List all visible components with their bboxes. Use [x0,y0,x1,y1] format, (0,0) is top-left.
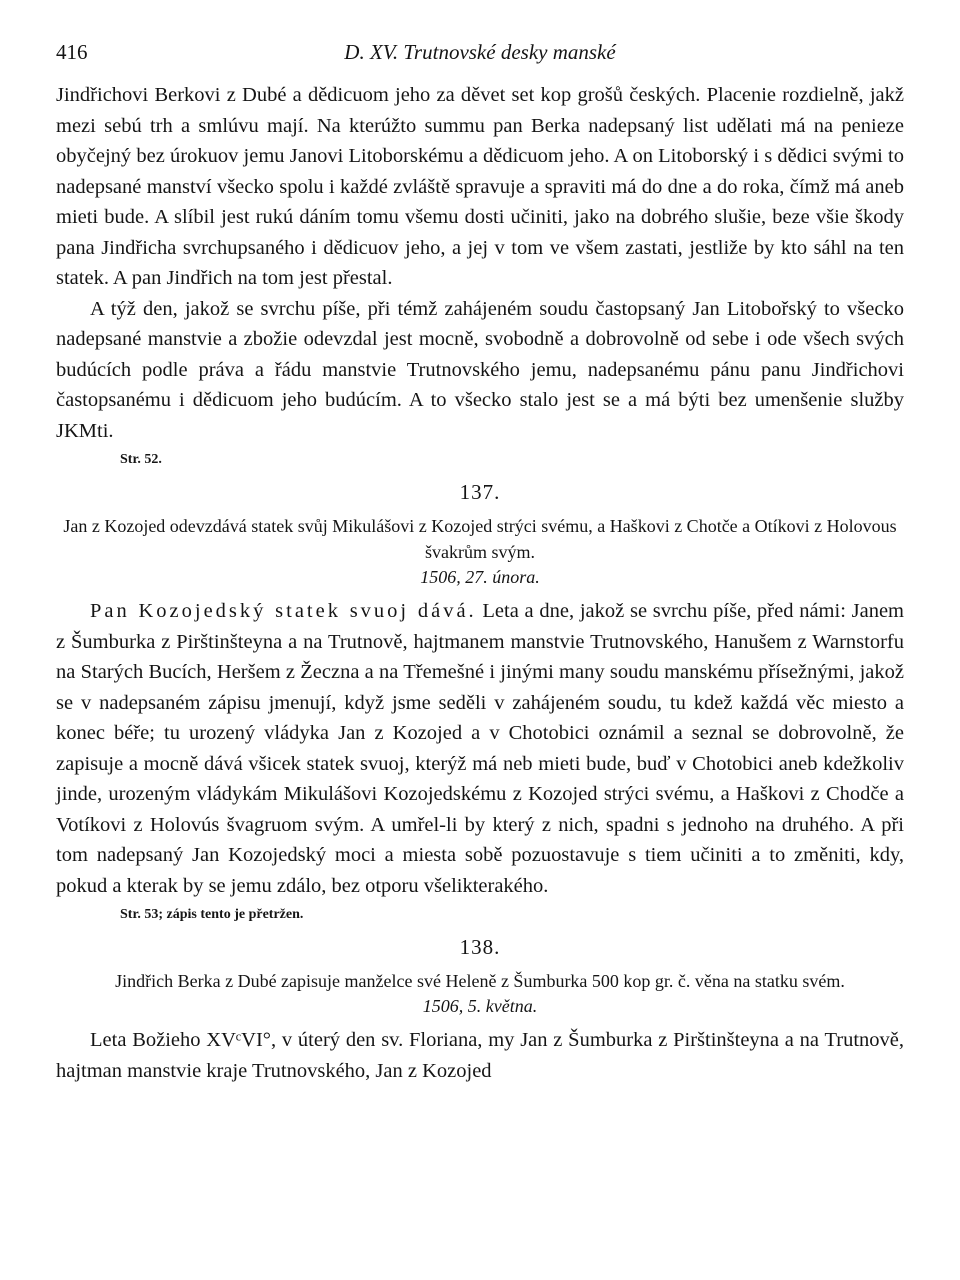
source-note: Str. 52. [120,452,162,467]
page-number: 416 [56,40,88,64]
entry-date: 1506, 27. února. [420,567,540,587]
entry-138 [56,935,904,1086]
entry-number: 138. [459,935,501,959]
paragraph-continuation: Jindřichovi Berkovi z Dubé a dědicuom jeho za děvet set kop grošů českých. Placenie rozdielně, jakž mezi sebú trh a smlúvu mají. Na kterúžto summu pan Berka nadepsaný list udělati má na penieze obyčejný bez úrokuov jemu Janovi Litoborskému a dědicuom jeho. A on Litoborský i s dědici svými to nadepsané manství všecko spolu i každé zvláště spravuje a spraviti má do dne a do roka, čímž má aneb mieti bude. A slíbil jest rukú dáním tomu všemu dosti učiniti, jako na dobrého slušie, beze všie škody pana Jindřicha svrchupsaného i dědicuov jeho, a jej v tom ve všem zastati, jestliže by kto sáhl na ten statek. A pan Jindřich na tom jest přestal. [56,84,904,289]
entry-date: 1506, 5. května. [422,996,538,1016]
entry-summary: Jan z Kozojed odevzdává statek svůj Mikulášovi z Kozojed strýci svému, a Haškovi z Chotče a Otíkovi z Holovous švakrům svým. [63,516,897,562]
paragraph-transfer: A týž den, jakož se svrchu píše, při témž zahájeném soudu častopsaný Jan Litobořský to všecko nadepsané manstvie a zbožie odevzdal jest mocně, svobodně a dobrovolně od sebe i ode všech svých budúcích podle práva a řádu manstvie Trutnovského jemu, nadepsanému pánu panu Jindřichovi častopsanému i dědicuom jeho budúcím. A to všecko stalo jest se a má býti bez umenšenie služby JKMti. [56,297,904,442]
entry-137 [56,480,904,923]
entry-number: 137. [459,480,501,504]
source-note: Str. 53; zápis tento je přetržen. [120,907,304,922]
entry-text [56,596,904,901]
entry-summary: Jindřich Berka z Dubé zapisuje manželce své Heleně z Šumburka 500 kop gr. č. věna na statku svém. [115,971,845,991]
running-title: D. XV. Trutnovské desky manské [344,40,616,64]
entry-body: Leta a dne, jakož se svrchu píše, před námi: Janem z Šumburka z Pirštinšteyna a na Trutnově, hajtmanem manstvie Trutnovského, Hanušem z Warnstorfu na Starých Bucích, Heršem z Žeczna a na Třemešné i jinými many soudu manskému přísežnými, jakož se v nadepsaném zápisu jmenují, když jsme seděli v zahájeném soudu, tu kdež každá věc miesto a konec béře; tu urozený vládyka Jan z Kozojed a v Chotobici oznámil a seznal se dobrovolně, že zapisuje a mocně dává všicek statek svuoj, kterýž má neb mieti bude, buď v Chotobici aneb kdežkoliv jinde, urozeným vládykám Mikulášovi Kozojedskému z Kozojed strýci svému, a Haškovi z Chodče a Votíkovi z Holovús švagruom svým. A umřel-li by který z nich, spadni s jednoho na druhého. A při tom nadepsaný Jan Kozojedský moci a miesta sobě pozuostavuje s tiem učiniti a to změniti, kdy, pokud a kterak by se jemu zdálo, bez otporu všelikterakého. [56,600,904,897]
entry-lead: Pan Kozojedský statek svuoj dává. [90,600,477,622]
running-header [56,40,904,80]
entry-text: Leta Božieho XVᶜVI°, v úterý den sv. Floriana, my Jan z Šumburka z Pirštinšteyna a na Trutnově, hajtman manstvie kraje Trutnovského, Jan z Kozojed [56,1029,904,1082]
